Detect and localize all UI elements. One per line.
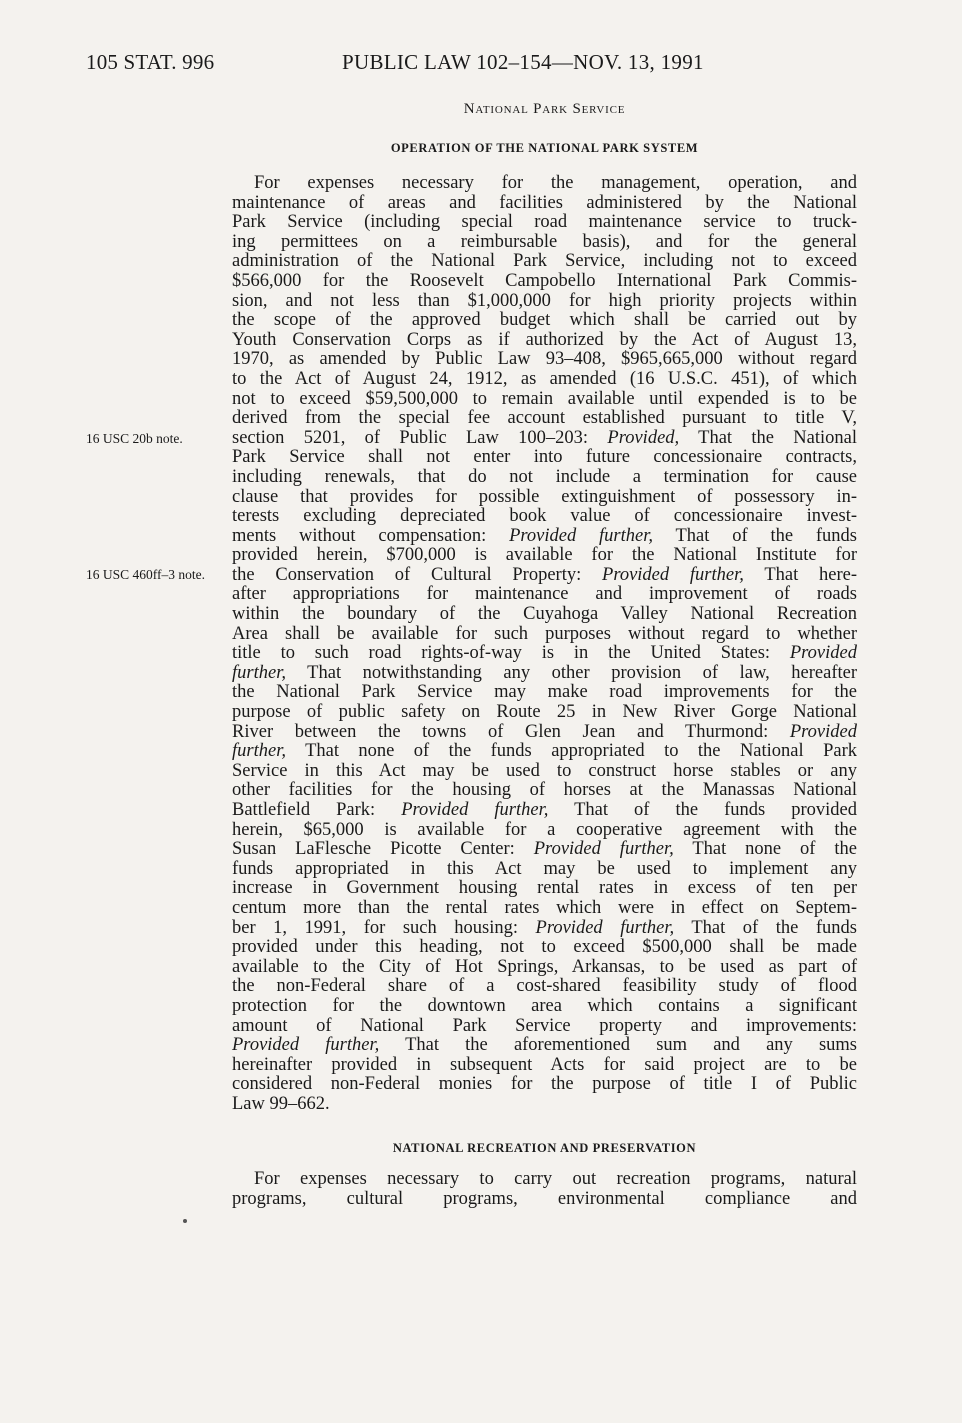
text-line: maintenance of areas and facilities administered by the National (232, 192, 857, 213)
text-line: to the Act of August 24, 1912, as amended (16 U.S.C. 451), of which (232, 368, 857, 389)
text-line: amount of National Park Service property and improvements: (232, 1015, 857, 1036)
scan-mark (183, 1219, 187, 1223)
text-line: funds appropriated in this Act may be used to implement any (232, 858, 857, 879)
text-line: purpose of public safety on Route 25 in New River Gorge National (232, 702, 857, 723)
text-line: Youth Conservation Corps as if authorized by the Act of August 13, (232, 329, 857, 350)
text-line: Battlefield Park: Provided further, That of the funds provided (232, 800, 858, 820)
text-line: further, That none of the funds appropriated to the National Park (232, 741, 857, 762)
public-law-citation: PUBLIC LAW 102–154—NOV. 13, 1991 (342, 50, 704, 74)
text-line: 1970, as amended by Public Law 93–408, $965,665,000 without regard (232, 349, 857, 370)
page-header (0, 50, 962, 80)
text-line: centum more than the rental rates which were in effect on Septem- (232, 897, 857, 918)
text-line: clause that provides for possible extinguishment of possessory in- (232, 486, 857, 507)
text-line: available to the City of Hot Springs, Arkansas, to be used as part of (232, 956, 857, 977)
text-line: within the boundary of the Cuyahoga Valley National Recreation (232, 604, 857, 625)
text-line: protection for the downtown area which contains a significant (232, 995, 857, 1016)
agency-heading: National Park Service (463, 101, 626, 117)
text-line: the non-Federal share of a cost-shared feasibility study of flood (232, 976, 857, 997)
text-line: Provided further, That the aforementioned sum and any sums (232, 1035, 857, 1056)
text-line: Park Service (including special road maintenance service to truck- (232, 212, 857, 233)
text-line: other facilities for the housing of horses at the Manassas National (232, 780, 857, 801)
text-line: For expenses necessary to carry out recreation programs, natural (254, 1169, 857, 1189)
text-line: section 5201, of Public Law 100–203: Provided, That the National (232, 427, 858, 448)
text-line: ments without compensation: Provided further, That of the funds (232, 525, 857, 546)
margin-note-20b: 16 USC 20b note. (86, 431, 183, 446)
text-line: the Conservation of Cultural Property: Provided further, That here- (232, 564, 857, 585)
text-line: programs, cultural programs, environmental compliance and (232, 1188, 857, 1209)
text-line: Law 99–662. (232, 1093, 330, 1114)
text-line: River between the towns of Glen Jean and Thurmond: Provided (232, 721, 857, 742)
text-line: title to such road rights-of-way is in the United States: Provided (232, 643, 857, 664)
text-line: the National Park Service may make road improvements for the (232, 682, 857, 703)
text-line: Area shall be available for such purposes without regard to whether (232, 623, 857, 644)
text-line: considered non-Federal monies for the purpose of title I of Public (232, 1074, 857, 1095)
margin-note-460ff: 16 USC 460ff–3 note. (86, 567, 206, 582)
text-line: hereinafter provided in subsequent Acts for said project are to be (232, 1054, 857, 1075)
statute-page-number: 105 STAT. 996 (86, 50, 215, 74)
text-line: ing permittees on a reimbursable basis), and for the general (232, 231, 857, 252)
text-line: administration of the National Park Service, including not to exceed (232, 251, 857, 272)
text-line: $566,000 for the Roosevelt Campobello International Park Commis- (232, 270, 857, 291)
text-line: For expenses necessary for the management, operation, and (254, 173, 857, 193)
text-line: the scope of the approved budget which shall be carried out by (232, 310, 857, 331)
text-line: further, That notwithstanding any other provision of law, hereafter (232, 662, 857, 683)
text-line: provided under this heading, not to exceed $500,000 shall be made (232, 937, 857, 958)
text-line: including renewals, that do not include a termination for cause (232, 466, 857, 487)
section-heading-recreation: NATIONAL RECREATION AND PRESERVATION (392, 1141, 697, 1155)
text-line: provided herein, $700,000 is available for the National Institute for (232, 545, 857, 566)
text-line: increase in Government housing rental rates in excess of ten per (232, 878, 857, 899)
section-heading-operation: OPERATION OF THE NATIONAL PARK SYSTEM (390, 141, 699, 155)
section-body-recreation (232, 1170, 857, 1209)
text-line: ber 1, 1991, for such housing: Provided further, That of the funds (232, 917, 857, 938)
text-line: Park Service shall not enter into future concessionaire contracts, (232, 447, 857, 468)
text-line: sion, and not less than $1,000,000 for high priority projects within (232, 290, 857, 311)
text-line: Service in this Act may be used to construct horse stables or any (232, 760, 857, 781)
text-line: terests excluding depreciated book value of concessionaire invest- (232, 506, 857, 527)
text-line: after appropriations for maintenance and improvement of roads (232, 584, 857, 605)
section-body-operation (232, 174, 857, 1115)
text-line: Susan LaFlesche Picotte Center: Provided further, That none of the (232, 839, 857, 860)
text-line: not to exceed $59,500,000 to remain available until expended is to be (232, 388, 857, 409)
text-line: herein, $65,000 is available for a cooperative agreement with the (232, 819, 857, 840)
text-line: derived from the special fee account established pursuant to title V, (232, 408, 857, 429)
